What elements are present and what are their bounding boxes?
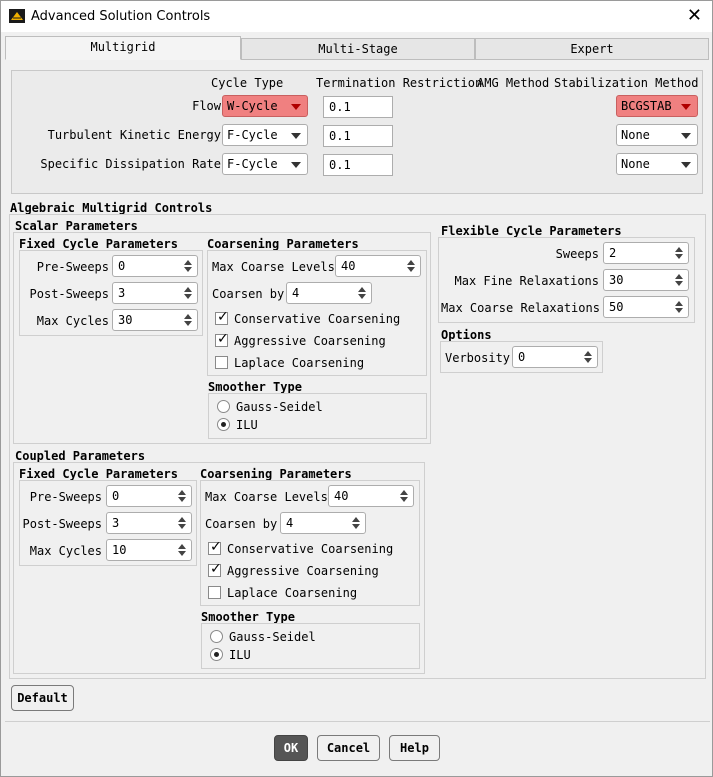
coupled-gauss-seidel-label: Gauss-Seidel bbox=[229, 630, 316, 644]
scalar-post-sweeps-label: Post-Sweeps bbox=[29, 287, 109, 301]
scalar-pre-sweeps-label: Pre-Sweeps bbox=[36, 260, 109, 274]
chevron-down-icon bbox=[681, 104, 691, 110]
spin-down-icon[interactable] bbox=[184, 321, 192, 326]
row-label-flow: Flow bbox=[192, 99, 221, 113]
scalar-max-cycles-stepper[interactable] bbox=[112, 309, 198, 331]
scalar-max-coarse-levels-value: 40 bbox=[341, 259, 356, 273]
coupled-ilu-radio[interactable] bbox=[210, 648, 223, 661]
scalar-aggressive-checkbox[interactable] bbox=[215, 331, 229, 347]
sdr-termination-input[interactable]: 0.1 bbox=[323, 154, 393, 176]
scalar-gauss-seidel-label: Gauss-Seidel bbox=[236, 400, 323, 414]
tke-cycle-type-select[interactable] bbox=[222, 124, 308, 146]
flow-stabilization-value: BCGSTAB bbox=[621, 99, 672, 113]
coupled-laplace-label: Laplace Coarsening bbox=[227, 586, 358, 600]
scalar-coarsen-by-value: 4 bbox=[292, 286, 300, 300]
coupled-coarsen-by-value: 4 bbox=[286, 516, 294, 530]
scalar-max-coarse-levels-label: Max Coarse Levels bbox=[212, 260, 335, 274]
scalar-coarsening-title: Coarsening Parameters bbox=[207, 237, 359, 251]
amg-controls-title: Algebraic Multigrid Controls bbox=[10, 201, 213, 215]
radio-dot-icon bbox=[214, 652, 219, 657]
coupled-conservative-label: Conservative Coarsening bbox=[227, 542, 394, 556]
flow-cycle-type-value: W-Cycle bbox=[227, 99, 278, 113]
spin-up-icon[interactable] bbox=[400, 490, 408, 495]
flexible-cycle-title: Flexible Cycle Parameters bbox=[441, 224, 622, 238]
spin-up-icon[interactable] bbox=[178, 544, 186, 549]
coupled-post-sweeps-stepper[interactable] bbox=[106, 512, 192, 534]
sweeps-label: Sweeps bbox=[555, 247, 599, 261]
coupled-laplace-checkbox[interactable] bbox=[208, 586, 221, 599]
spin-up-icon[interactable] bbox=[184, 260, 192, 265]
spin-up-icon[interactable] bbox=[675, 274, 683, 279]
tke-stabilization-value: None bbox=[621, 128, 650, 142]
spin-down-icon[interactable] bbox=[358, 294, 366, 299]
spin-up-icon[interactable] bbox=[407, 260, 415, 265]
coupled-max-coarse-levels-stepper[interactable] bbox=[328, 485, 414, 507]
help-button[interactable]: Help bbox=[389, 735, 440, 761]
flow-termination-input[interactable]: 0.1 bbox=[323, 96, 393, 118]
header-cycle-type: Cycle Type bbox=[211, 76, 284, 90]
checkmark-icon: ✓ bbox=[217, 331, 229, 347]
sdr-cycle-type-value: F-Cycle bbox=[227, 157, 278, 171]
spin-down-icon[interactable] bbox=[184, 267, 192, 272]
spin-down-icon[interactable] bbox=[675, 308, 683, 313]
coupled-smoother-title: Smoother Type bbox=[201, 610, 295, 624]
coupled-aggressive-checkbox[interactable] bbox=[208, 561, 222, 577]
cancel-button[interactable]: Cancel bbox=[317, 735, 380, 761]
coupled-post-sweeps-value: 3 bbox=[112, 516, 120, 530]
scalar-smoother-title: Smoother Type bbox=[208, 380, 302, 394]
coupled-aggressive-label: Aggressive Coarsening bbox=[227, 564, 379, 578]
scalar-max-cycles-value: 30 bbox=[118, 313, 133, 327]
max-coarse-relaxations-stepper[interactable] bbox=[603, 296, 689, 318]
tab-multi-stage[interactable]: Multi-Stage bbox=[241, 38, 475, 60]
coupled-coarsen-by-stepper[interactable] bbox=[280, 512, 366, 534]
scalar-max-coarse-levels-stepper[interactable] bbox=[335, 255, 421, 277]
title-bar bbox=[1, 1, 712, 32]
tke-stabilization-select[interactable] bbox=[616, 124, 698, 146]
spin-up-icon[interactable] bbox=[178, 490, 186, 495]
scalar-gauss-seidel-radio[interactable] bbox=[217, 400, 230, 413]
scalar-coarsen-by-label: Coarsen by bbox=[212, 287, 285, 301]
header-amg-method: AMG Method bbox=[477, 76, 550, 90]
spin-down-icon[interactable] bbox=[178, 497, 186, 502]
scalar-pre-sweeps-stepper[interactable] bbox=[112, 255, 198, 277]
coupled-max-cycles-value: 10 bbox=[112, 543, 127, 557]
scalar-fixed-cycle-title: Fixed Cycle Parameters bbox=[19, 237, 178, 251]
tab-multigrid[interactable]: Multigrid bbox=[5, 36, 241, 60]
sdr-stabilization-value: None bbox=[621, 157, 650, 171]
close-icon[interactable]: ✕ bbox=[686, 5, 702, 26]
coupled-post-sweeps-label: Post-Sweeps bbox=[22, 517, 102, 531]
header-termination-restriction: Termination Restriction bbox=[316, 76, 483, 90]
flow-cycle-type-select[interactable] bbox=[222, 95, 308, 117]
spin-down-icon[interactable] bbox=[584, 358, 592, 363]
sweeps-value: 2 bbox=[609, 246, 617, 260]
default-button[interactable]: Default bbox=[11, 685, 74, 711]
coupled-pre-sweeps-stepper[interactable] bbox=[106, 485, 192, 507]
coupled-pre-sweeps-label: Pre-Sweeps bbox=[29, 490, 102, 504]
spin-down-icon[interactable] bbox=[407, 267, 415, 272]
spin-down-icon[interactable] bbox=[400, 497, 408, 502]
max-fine-relaxations-label: Max Fine Relaxations bbox=[454, 274, 599, 288]
scalar-conservative-checkbox[interactable] bbox=[215, 309, 229, 325]
fluent-logo-icon bbox=[9, 9, 25, 23]
spin-up-icon[interactable] bbox=[178, 517, 186, 522]
checkmark-icon: ✓ bbox=[210, 561, 222, 577]
scalar-pre-sweeps-value: 0 bbox=[118, 259, 126, 273]
chevron-down-icon bbox=[291, 162, 301, 168]
spin-down-icon[interactable] bbox=[675, 281, 683, 286]
scalar-aggressive-label: Aggressive Coarsening bbox=[234, 334, 386, 348]
max-fine-relaxations-value: 30 bbox=[609, 273, 624, 287]
coupled-max-coarse-levels-label: Max Coarse Levels bbox=[205, 490, 328, 504]
spin-down-icon[interactable] bbox=[184, 294, 192, 299]
spin-up-icon[interactable] bbox=[184, 314, 192, 319]
verbosity-label: Verbosity bbox=[445, 351, 511, 365]
coupled-coarsening-title: Coarsening Parameters bbox=[200, 467, 352, 481]
chevron-down-icon bbox=[291, 104, 301, 110]
row-label-tke: Turbulent Kinetic Energy bbox=[47, 128, 221, 142]
scalar-ilu-radio[interactable] bbox=[217, 418, 230, 431]
chevron-down-icon bbox=[681, 162, 691, 168]
scalar-laplace-label: Laplace Coarsening bbox=[234, 356, 365, 370]
coupled-max-cycles-stepper[interactable] bbox=[106, 539, 192, 561]
options-title: Options bbox=[441, 328, 492, 342]
sdr-stabilization-select[interactable] bbox=[616, 153, 698, 175]
coupled-max-cycles-label: Max Cycles bbox=[29, 544, 102, 558]
divider bbox=[5, 721, 710, 722]
spin-up-icon[interactable] bbox=[358, 287, 366, 292]
tke-cycle-type-value: F-Cycle bbox=[227, 128, 278, 142]
coupled-ilu-label: ILU bbox=[229, 648, 251, 662]
scalar-conservative-label: Conservative Coarsening bbox=[234, 312, 401, 326]
spin-up-icon[interactable] bbox=[352, 517, 360, 522]
spin-down-icon[interactable] bbox=[178, 524, 186, 529]
spin-up-icon[interactable] bbox=[675, 247, 683, 252]
spin-up-icon[interactable] bbox=[584, 351, 592, 356]
scalar-post-sweeps-value: 3 bbox=[118, 286, 126, 300]
flow-stabilization-select[interactable] bbox=[616, 95, 698, 117]
chevron-down-icon bbox=[291, 133, 301, 139]
coupled-pre-sweeps-value: 0 bbox=[112, 489, 120, 503]
coupled-max-coarse-levels-value: 40 bbox=[334, 489, 349, 503]
sdr-cycle-type-select[interactable] bbox=[222, 153, 308, 175]
spin-up-icon[interactable] bbox=[184, 287, 192, 292]
verbosity-stepper[interactable] bbox=[512, 346, 598, 368]
header-stabilization-method: Stabilization Method bbox=[554, 76, 699, 90]
scalar-parameters-title: Scalar Parameters bbox=[15, 219, 138, 233]
spin-down-icon[interactable] bbox=[352, 524, 360, 529]
checkmark-icon: ✓ bbox=[210, 539, 222, 555]
scalar-max-cycles-label: Max Cycles bbox=[36, 314, 109, 328]
coupled-gauss-seidel-radio[interactable] bbox=[210, 630, 223, 643]
coupled-fixed-cycle-title: Fixed Cycle Parameters bbox=[19, 467, 178, 481]
radio-dot-icon bbox=[221, 422, 226, 427]
ok-button[interactable]: OK bbox=[274, 735, 308, 761]
checkmark-icon: ✓ bbox=[217, 309, 229, 325]
chevron-down-icon bbox=[681, 133, 691, 139]
scalar-post-sweeps-stepper[interactable] bbox=[112, 282, 198, 304]
max-coarse-relaxations-value: 50 bbox=[609, 300, 624, 314]
max-coarse-relaxations-label: Max Coarse Relaxations bbox=[441, 301, 600, 315]
row-label-sdr: Specific Dissipation Rate bbox=[40, 157, 221, 171]
sweeps-stepper[interactable] bbox=[603, 242, 689, 264]
max-fine-relaxations-stepper[interactable] bbox=[603, 269, 689, 291]
tke-termination-input[interactable]: 0.1 bbox=[323, 125, 393, 147]
tab-expert[interactable]: Expert bbox=[475, 38, 709, 60]
coupled-conservative-checkbox[interactable] bbox=[208, 539, 222, 555]
scalar-laplace-checkbox[interactable] bbox=[215, 356, 228, 369]
coupled-coarsen-by-label: Coarsen by bbox=[205, 517, 278, 531]
coupled-parameters-title: Coupled Parameters bbox=[15, 449, 146, 463]
scalar-coarsen-by-stepper[interactable] bbox=[286, 282, 372, 304]
spin-up-icon[interactable] bbox=[675, 301, 683, 306]
spin-down-icon[interactable] bbox=[675, 254, 683, 259]
verbosity-value: 0 bbox=[518, 350, 526, 364]
spin-down-icon[interactable] bbox=[178, 551, 186, 556]
window-title: Advanced Solution Controls bbox=[31, 9, 211, 24]
scalar-ilu-label: ILU bbox=[236, 418, 258, 432]
